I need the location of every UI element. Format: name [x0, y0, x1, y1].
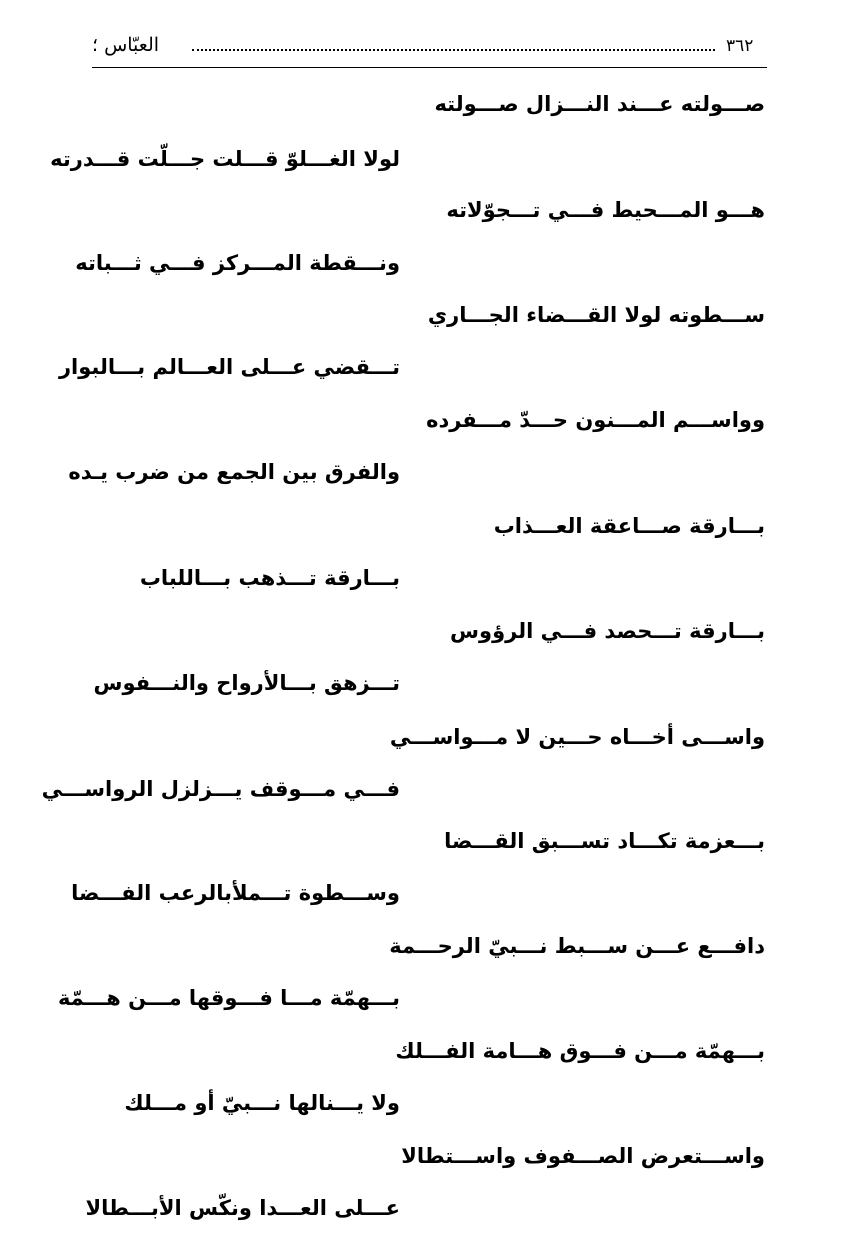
verse-line: دافـــع عـــن ســـبط نـــبيّ الرحـــمة	[389, 934, 765, 958]
header-dot-leader	[192, 49, 715, 51]
verse-line: صـــولته عـــند النـــزال صـــولته	[434, 92, 765, 116]
verse-line: تـــزهق بـــالأرواح والنـــفوس	[93, 671, 400, 695]
page-number: ٣٦٢	[726, 36, 754, 56]
header-rule	[92, 67, 767, 68]
verse-line: بـــعزمة تكـــاد تســـبق القـــضا	[444, 829, 765, 853]
verse-line: تـــقضي عـــلى العـــالم بـــالبوار	[58, 355, 400, 379]
verse-line: ولا يـــنالها نـــبيّ أو مـــلك	[124, 1091, 400, 1115]
verse-line: وســـطوة تـــملأبالرعب الفـــضا	[71, 881, 400, 905]
verse-line: بـــارقة تـــحصد فـــي الرؤوس	[450, 619, 765, 643]
verse-line: ونـــقطة المـــركز فـــي ثـــباته	[75, 251, 400, 275]
verse-line: عـــلى العـــدا ونكّس الأبـــطالا	[85, 1196, 400, 1220]
verse-line: وواســـم المـــنون حـــدّ مـــفرده	[426, 408, 765, 432]
verse-line: بـــهمّة مـــن فـــوق هـــامة الفـــلك	[395, 1039, 765, 1063]
verse-line: لولا الغـــلوّ قـــلت جـــلّت قـــدرته	[50, 147, 400, 171]
verse-line: واســـى أخـــاه حـــين لا مـــواســـي	[389, 725, 765, 749]
running-title: العبّاس ؛	[92, 34, 160, 56]
verse-line: واســـتعرض الصـــفوف واســـتطالا	[401, 1144, 765, 1168]
verse-line: هـــو المـــحيط فـــي تـــجوّلاته	[446, 198, 765, 222]
page-header	[0, 28, 857, 68]
verse-line: والفرق بين الجمع من ضرب يـده	[68, 460, 400, 484]
verse-line: بـــارقة تـــذهب بـــاللباب	[139, 566, 400, 590]
verse-line: بـــهمّة مـــا فـــوقها مـــن هـــمّة	[57, 986, 400, 1010]
verse-line: بـــارقة صـــاعقة العـــذاب	[493, 514, 765, 538]
verse-line: فـــي مـــوقف يـــزلزل الرواســـي	[41, 777, 400, 801]
verse-line: ســـطوته لولا القـــضاء الجـــاري	[427, 303, 765, 327]
